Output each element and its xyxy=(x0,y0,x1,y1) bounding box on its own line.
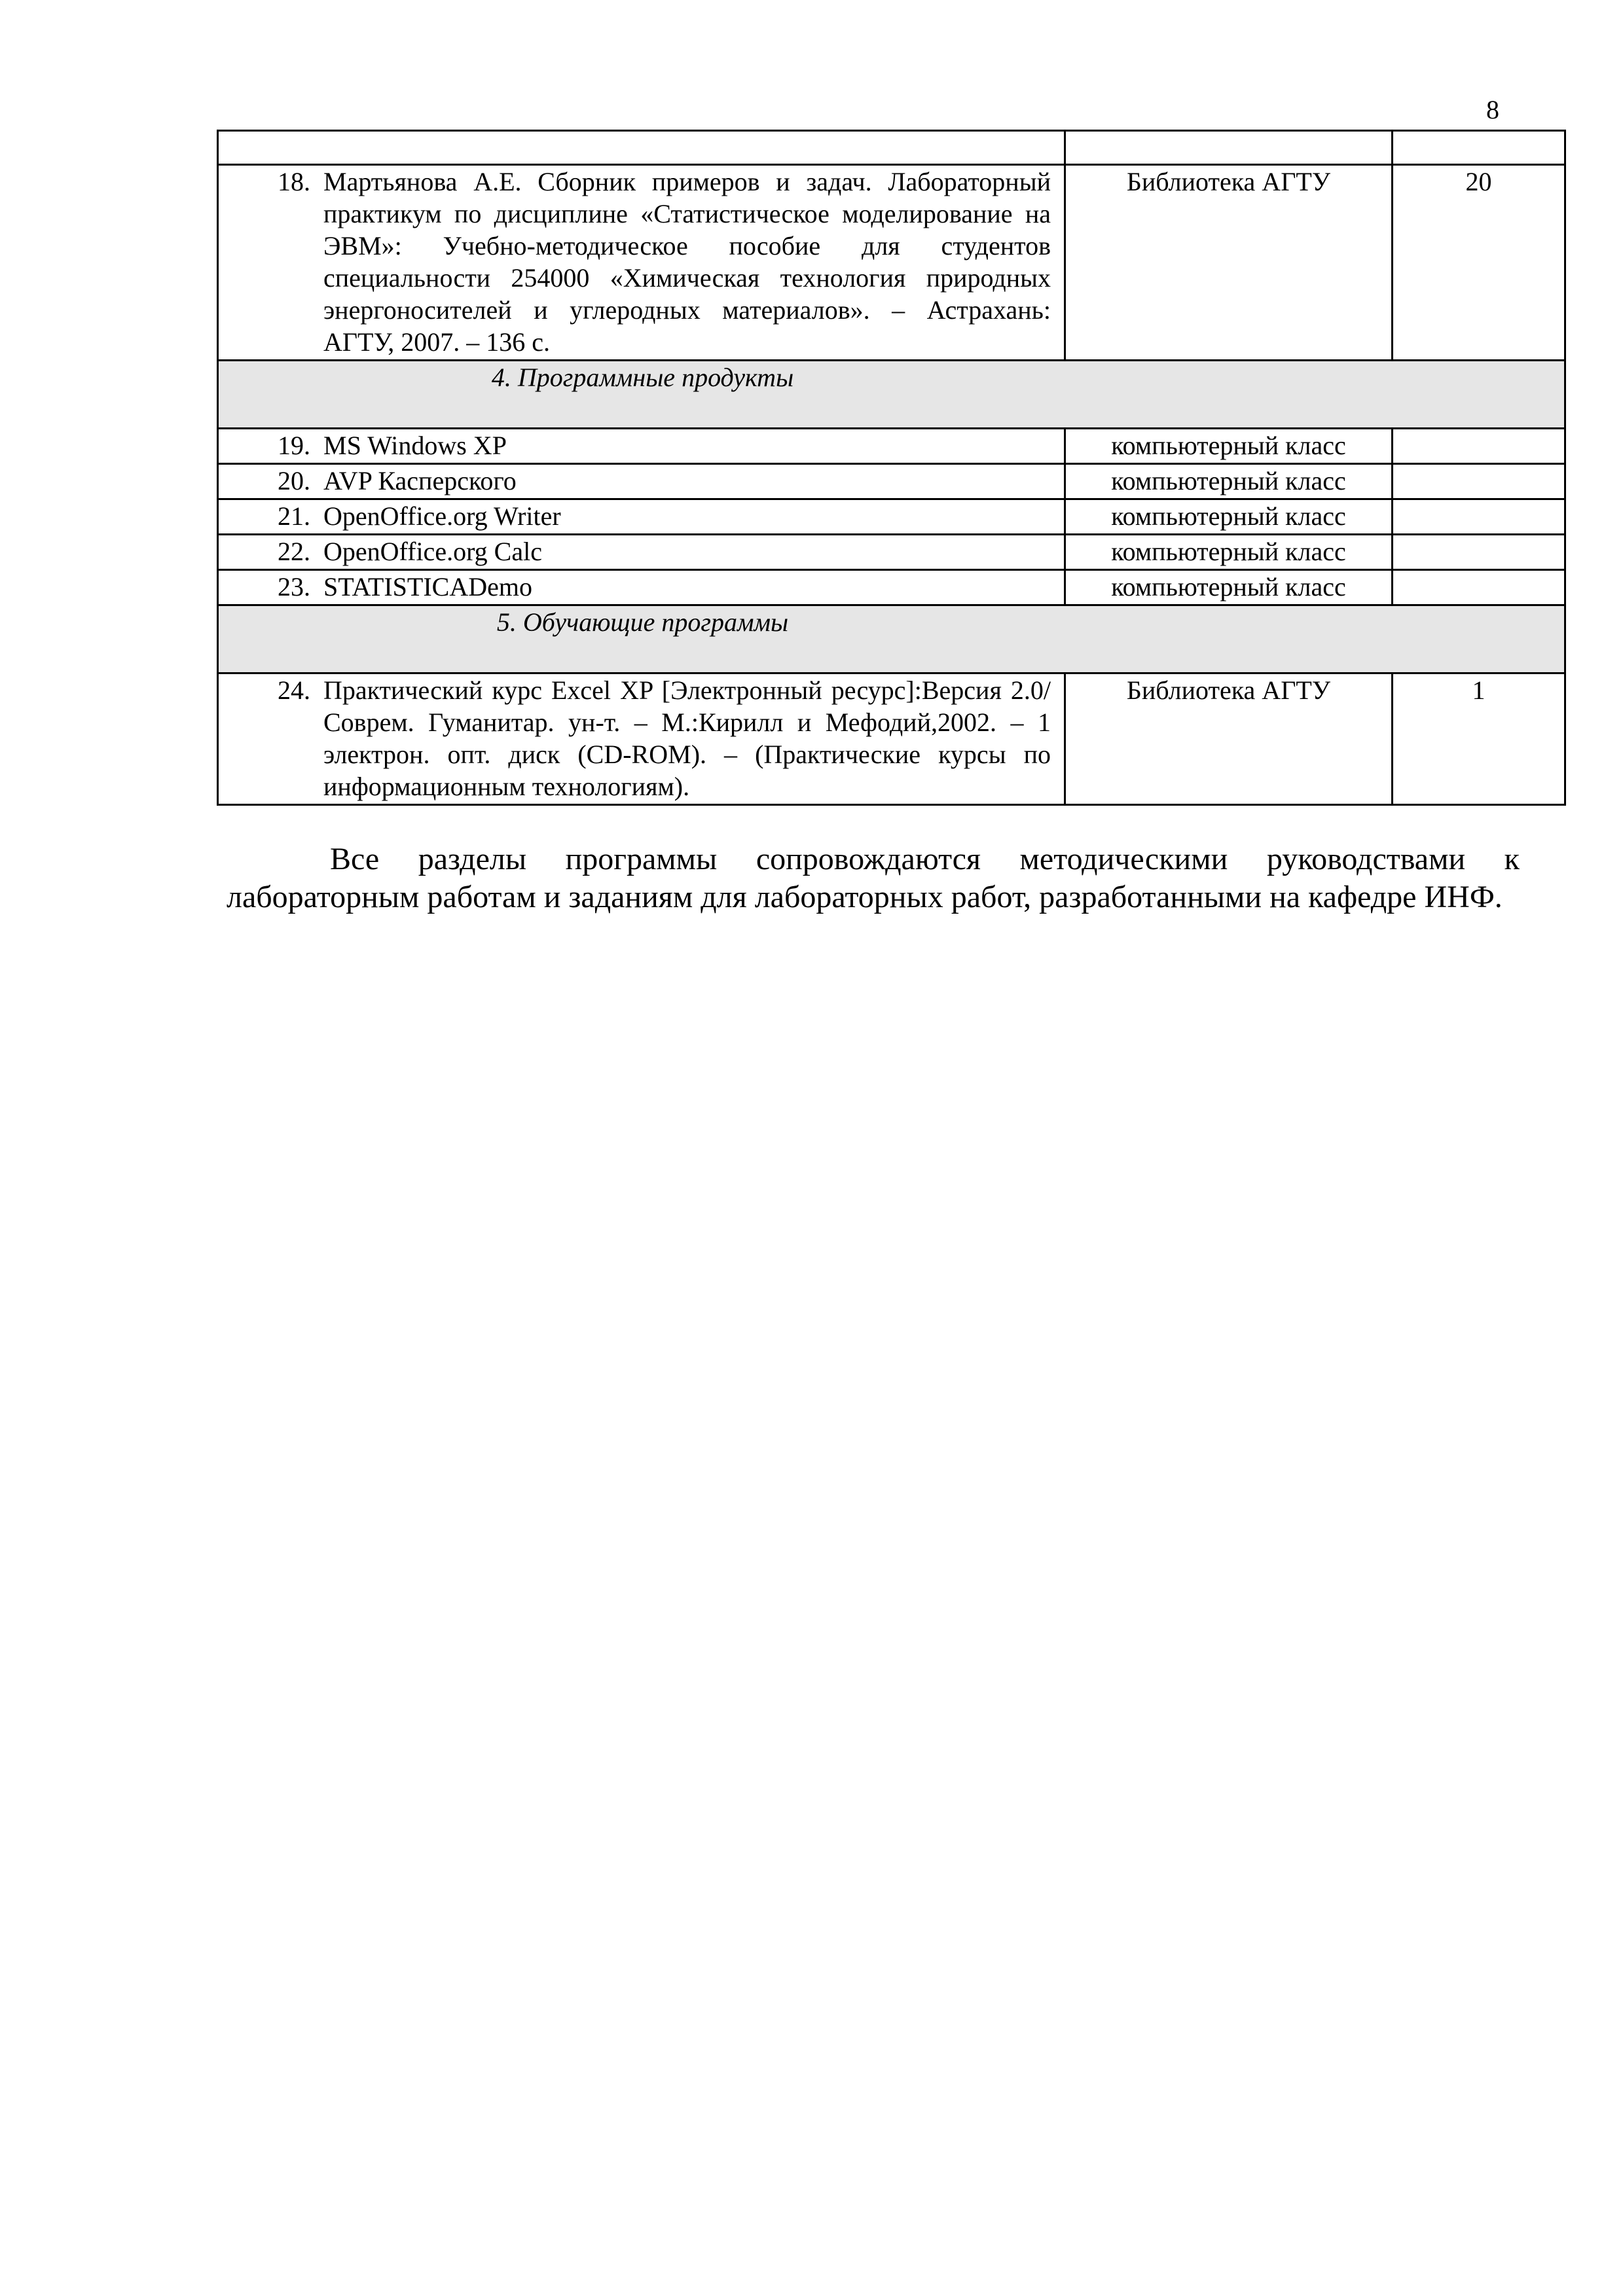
table-row xyxy=(218,673,1565,805)
item-number: 18. xyxy=(278,167,310,196)
closing-paragraph xyxy=(227,840,1520,916)
item-location: Библиотека АГТУ xyxy=(1065,673,1393,805)
item-number: 22. xyxy=(278,537,310,566)
section-heading-row xyxy=(218,361,1565,429)
item-location: компьютерный класс xyxy=(1065,464,1393,499)
page-number: 8 xyxy=(1486,95,1499,124)
table-row xyxy=(218,535,1565,570)
literature-table xyxy=(217,130,1566,806)
item-text: Практический курс Excel XP [Электронный ресурс]:Версия 2.0/ Соврем. Гуманитар. ун-т. – М.:Кирилл и Мефодий,2002. – 1 электрон. опт. диск (CD-ROM). – (Практические курсы по информационным технологиям). xyxy=(323,675,1051,801)
item-location: компьютерный класс xyxy=(1065,535,1393,570)
item-text: STATISTICADemo xyxy=(323,572,533,601)
item-text: OpenOffice.org Writer xyxy=(323,501,561,531)
table-row xyxy=(218,499,1565,535)
item-number: 21. xyxy=(278,501,310,531)
item-text: Мартьянова А.Е. Сборник примеров и задач. Лабораторный практикум по дисциплине «Статистическое моделирование на ЭВМ»: Учебно-методическое пособие для студентов специальности 254000 «Химическая технология природных энергоносителей и углеродных материалов». – Астрахань: АГТУ, 2007. – 136 с. xyxy=(323,167,1051,357)
section-heading: 5. Обучающие программы xyxy=(496,607,789,637)
table-header-row xyxy=(218,131,1565,165)
item-location: компьютерный класс xyxy=(1065,429,1393,464)
table-row xyxy=(218,464,1565,499)
closing-paragraph-text: Все разделы программы сопровождаются методическими руководствами к лабораторным работам и заданиям для лабораторных работ, разработанными на кафедре ИНФ. xyxy=(227,842,1520,914)
item-location: Библиотека АГТУ xyxy=(1065,165,1393,361)
table-row xyxy=(218,165,1565,361)
item-number: 23. xyxy=(278,572,310,601)
item-number: 19. xyxy=(278,431,310,460)
item-location: компьютерный класс xyxy=(1065,499,1393,535)
item-text: AVP Касперского xyxy=(323,466,517,495)
table-row xyxy=(218,570,1565,605)
item-quantity: 1 xyxy=(1393,673,1565,805)
item-location: компьютерный класс xyxy=(1065,570,1393,605)
item-number: 20. xyxy=(278,466,310,495)
item-text: OpenOffice.org Calc xyxy=(323,537,542,566)
section-heading-row xyxy=(218,605,1565,673)
item-text: MS Windows XP xyxy=(323,431,507,460)
section-heading: 4. Программные продукты xyxy=(491,363,794,392)
item-quantity: 20 xyxy=(1393,165,1565,361)
table-row xyxy=(218,429,1565,464)
item-number: 24. xyxy=(278,675,310,705)
